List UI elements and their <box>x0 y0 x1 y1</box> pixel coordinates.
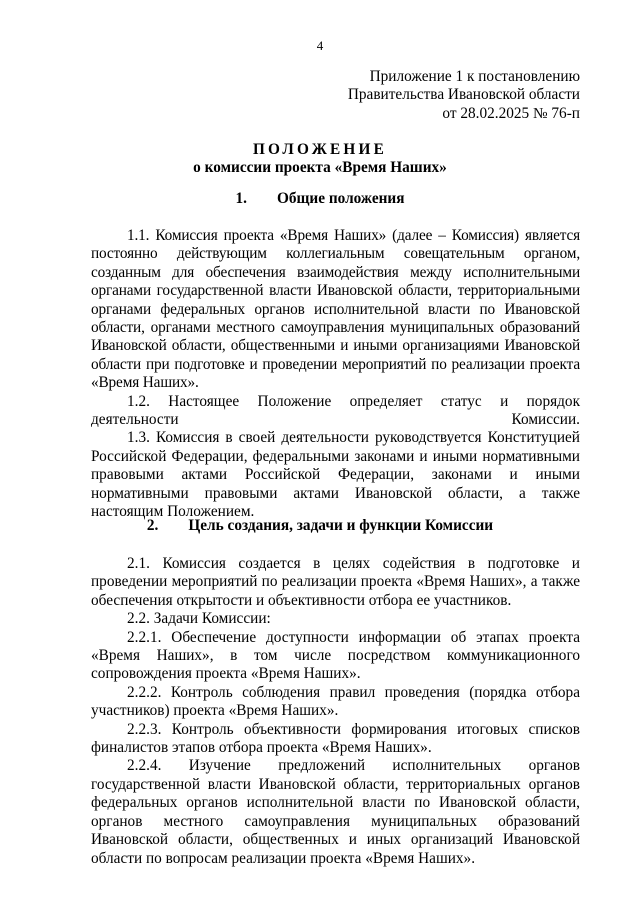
paragraph-2-2: 2.2. Задачи Комиссии: <box>127 610 271 628</box>
section-1-heading <box>0 190 640 208</box>
section-1-body <box>91 227 580 522</box>
section-1-number: 1. <box>235 190 247 207</box>
document-title: ПОЛОЖЕНИЕ <box>252 141 388 158</box>
paragraph-2-2-4: 2.2.4. Изучение предложений исполнительных органов государственной власти Ивановской области, территориальных органов федеральных органов исполнительной власти по Ивановской области, органов местного самоуправления муниципальных образований Ивановской области, общественных и иных организаций Ивановской области по вопросам реализации проекта «Время Наших». <box>91 757 580 867</box>
appendix-line-1: Приложение 1 к постановлению <box>369 68 580 85</box>
appendix-line-2: Правительства Ивановской области <box>347 86 580 104</box>
paragraph-2-1: 2.1. Комиссия создается в целях содействия в подготовке и проведении мероприятий по реализации проекта «Время Наших», а также обеспечения открытости и объективности отбора ее участников. <box>91 555 580 609</box>
paragraph-2-2-3: 2.2.3. Контроль объективности формирования итоговых списков финалистов этапов отбора проекта «Время Наших». <box>91 720 580 757</box>
section-2-body <box>91 555 580 868</box>
paragraph-1-1: 1.1. Комиссия проекта «Время Наших» (далее – Комиссия) является постоянно действующим коллегиальным совещательным органом, созданным для обеспечения взаимодействия между исполнительными органами государственной власти Ивановской области, территориальными органами федеральных органов исполнительной власти по Ивановской области, органами местного самоуправления муниципальных образований Ивановской области, общественными и иными организациями Ивановской области при подготовке и проведении мероприятий по реализации проекта «Время Наших». <box>91 227 580 392</box>
section-2-title: Цель создания, задачи и функции Комиссии <box>188 517 494 534</box>
paragraph-2-2-2: 2.2.2. Контроль соблюдения правил проведения (порядка отбора участников) проекта «Время Наших». <box>91 683 580 720</box>
section-2-heading <box>0 517 640 535</box>
paragraph-1-3: 1.3. Комиссия в своей деятельности руководствуется Конституцией Российской Федерации, федеральными законами и иными нормативными правовыми актами Российской Федерации, законами и иными нормативными правовыми актами Ивановской области, а также настоящим Положением. <box>91 429 580 521</box>
appendix-note <box>348 68 580 123</box>
document-subtitle: о комиссии проекта «Время Наших» <box>193 159 447 176</box>
appendix-line-3: от 28.02.2025 № 76-п <box>442 104 580 122</box>
paragraph-2-2-1: 2.2.1. Обеспечение доступности информации об этапах проекта «Время Наших», в том числе посредством коммуникационного сопровождения проекта «Время Наших». <box>91 628 580 683</box>
paragraph-1-2: 1.2. Настоящее Положение определяет статус и порядок деятельности Комиссии. <box>91 392 580 429</box>
section-2-number: 2. <box>146 517 159 534</box>
page-number: 4 <box>316 38 324 53</box>
section-1-title: Общие положения <box>276 190 405 207</box>
